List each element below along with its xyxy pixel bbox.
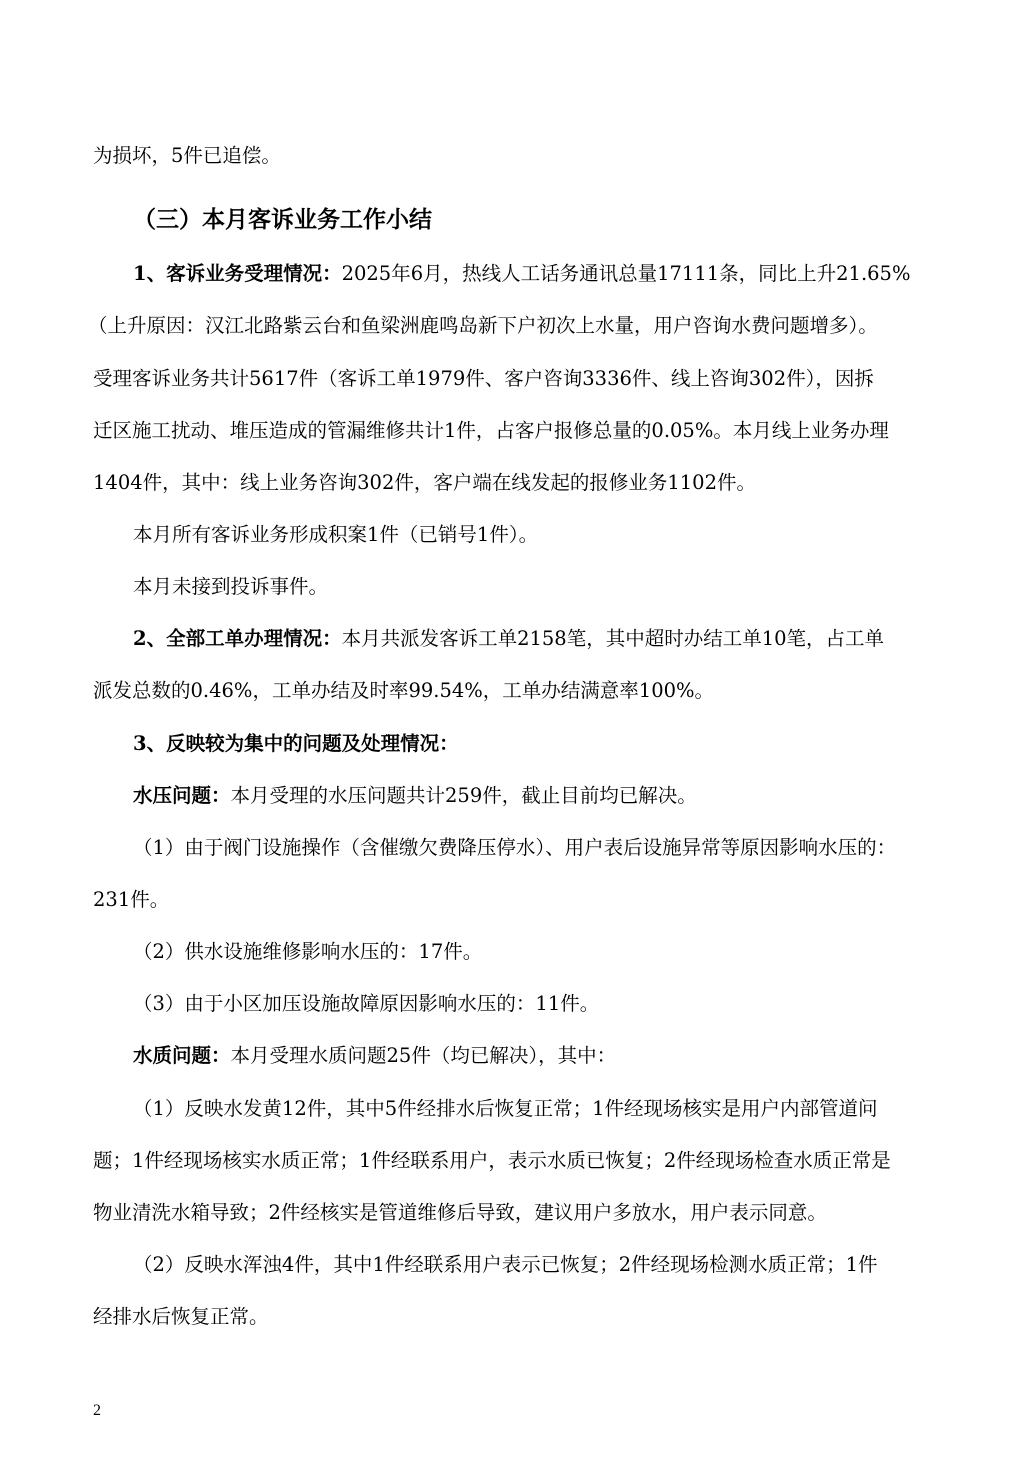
paragraph-line: 经排水后恢复正常。 [93,1305,269,1328]
paragraph-line: 本月所有客诉业务形成积案1件（已销号1件）。 [133,523,539,546]
paragraph-line: （1）反映水发黄12件，其中5件经排水后恢复正常；1件经现场核实是用户内部管道问 [133,1097,878,1120]
paragraph-line: （2）供水设施维修影响水压的：17件。 [133,940,483,963]
paragraph-line: 题；1件经现场核实水质正常；1件经联系用户，表示水质已恢复；2件经现场检查水质正常是 [93,1149,891,1172]
paragraph-line: （2）反映水浑浊4件，其中1件经联系用户表示已恢复；2件经现场检测水质正常；1件 [133,1253,878,1276]
paragraph-line: 本月未接到投诉事件。 [133,575,329,598]
paragraph-line: （3）由于小区加压设施故障原因影响水压的：11件。 [133,992,600,1015]
paragraph-line: 1404件，其中：线上业务咨询302件，客户端在线发起的报修业务1102件。 [93,471,756,494]
paragraph-line: 3、反映较为集中的问题及处理情况： [133,732,459,755]
paragraph-line: （上升原因：汉江北路紫云台和鱼梁洲鹿鸣岛新下户初次上水量，用户咨询水费问题增多）。 [88,314,878,337]
paragraph-line: 为损坏，5件已追偿。 [93,144,281,167]
paragraph-line: 231件。 [93,888,170,911]
section-heading: （三）本月客诉业务工作小结 [133,207,432,233]
paragraph-line: 水质问题：本月受理水质问题25件（均已解决），其中： [133,1044,617,1067]
paragraph-line: 派发总数的0.46%，工单办结及时率99.54%，工单办结满意率100%。 [93,679,715,702]
page-number: 2 [93,1402,101,1419]
paragraph-line: 2、全部工单办理情况：本月共派发客诉工单2158笔，其中超时办结工单10笔，占工单 [133,627,885,650]
paragraph-line: 物业清洗水箱导致；2件经核实是管道维修后导致，建议用户多放水，用户表示同意。 [93,1201,827,1224]
paragraph-line: （1）由于阀门设施操作（含催缴欠费降压停水）、用户表后设施异常等原因影响水压的： [133,836,897,859]
paragraph-line: 水压问题：本月受理的水压问题共计259件，截止目前均已解决。 [133,784,697,807]
paragraph-line: 受理客诉业务共计5617件（客诉工单1979件、客户咨询3336件、线上咨询302件），因拆 [93,367,874,390]
paragraph-line: 1、客诉业务受理情况：2025年6月，热线人工话务通讯总量17111条，同比上升21.65% [133,262,911,285]
paragraph-line: 迁区施工扰动、堆压造成的管漏维修共计1件，占客户报修总量的0.05%。本月线上业务办理 [93,419,889,442]
